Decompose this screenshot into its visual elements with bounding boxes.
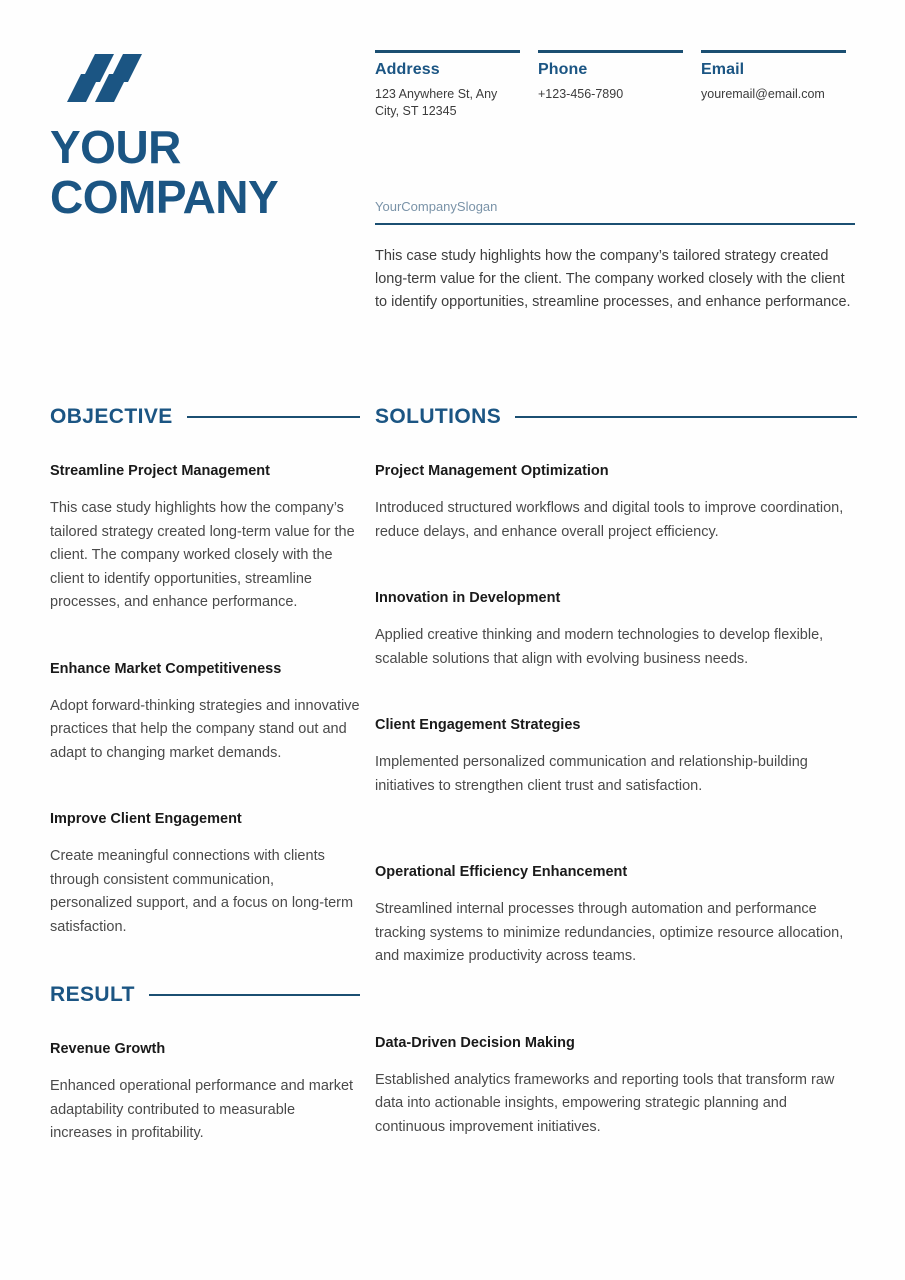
spacer <box>375 574 857 588</box>
entry-title: Operational Efficiency Enhancement <box>375 864 628 880</box>
entry-body: Adopt forward-thinking strategies and innovative practices that help the company stand out and adapt to changing market demands. <box>50 697 360 761</box>
contact-block-email <box>701 50 846 120</box>
contact-value-address: 123 Anywhere St, Any City, ST 12345 <box>375 87 498 118</box>
section-title-objective: OBJECTIVE <box>50 405 173 428</box>
contact-rule <box>701 50 846 53</box>
solution-entry <box>375 1033 857 1140</box>
entry-title: Project Management Optimization <box>375 463 609 479</box>
spacer <box>50 645 360 659</box>
section-title-result: RESULT <box>50 983 135 1006</box>
section-header-result <box>50 983 360 1007</box>
contact-label-email: Email <box>701 61 745 78</box>
entry-title: Data-Driven Decision Making <box>375 1034 575 1051</box>
parallelogram-h-logo-icon <box>50 52 162 104</box>
entry-body: Create meaningful connections with clients through consistent communication, personalized support, and a focus on long-term satisfaction. <box>50 848 354 935</box>
contact-block-phone <box>538 50 683 120</box>
brand-block <box>50 52 360 222</box>
result-entry <box>50 1039 360 1146</box>
section-rule <box>149 994 360 997</box>
spacer <box>375 999 857 1033</box>
entry-title: Streamline Project Management <box>50 463 270 479</box>
spacer <box>50 795 360 809</box>
entry-title: Client Engagement Strategies <box>375 717 581 733</box>
section-header-solutions <box>375 405 857 429</box>
slogan-rule <box>375 223 855 225</box>
left-column <box>50 405 360 1146</box>
entry-title: Innovation in Development <box>375 590 561 606</box>
contact-row <box>375 50 855 120</box>
intro-paragraph: This case study highlights how the company’s tailored strategy created long-term value for the client. The company worked closely with the client to identify opportunities, streamline processes, and enhance performance. <box>375 248 851 310</box>
entry-body: Applied creative thinking and modern technologies to develop flexible, scalable solutions that align with evolving business needs. <box>375 627 824 667</box>
company-slogan: YourCompanySlogan <box>375 199 498 214</box>
spacer <box>375 828 857 862</box>
right-column <box>375 405 857 1139</box>
entry-body: Established analytics frameworks and reporting tools that transform raw data into actionable insights, empowering strategic planning and continuous improvement initiatives. <box>375 1071 835 1135</box>
solution-entry <box>375 715 857 798</box>
objective-entry <box>50 659 360 766</box>
contact-value-email[interactable]: youremail@email.com <box>701 87 825 101</box>
entry-body: Implemented personalized communication and relationship-building initiatives to strengthen client trust and satisfaction. <box>375 754 808 794</box>
objective-entry <box>50 809 360 939</box>
entry-body: Introduced structured workflows and digital tools to improve coordination, reduce delays, and enhance overall project efficiency. <box>375 500 844 540</box>
page-header <box>0 0 905 380</box>
solution-entry <box>375 862 857 969</box>
company-name <box>50 122 360 222</box>
entry-body: Streamlined internal processes through automation and performance tracking systems to minimize redundancies, optimize resource allocation, and maximize productivity across teams. <box>375 901 844 964</box>
section-title-solutions: SOLUTIONS <box>375 405 502 428</box>
entry-title: Enhance Market Competitiveness <box>50 660 282 677</box>
solution-entry <box>375 588 857 671</box>
contact-rule <box>538 50 683 53</box>
section-rule <box>515 416 857 419</box>
company-name-line2: COMPANY <box>50 171 279 223</box>
contact-value-phone[interactable]: +123-456-7890 <box>538 87 624 101</box>
entry-body: Enhanced operational performance and market adaptability contributed to measurable increases in profitability. <box>50 1078 354 1141</box>
section-header-objective <box>50 405 360 429</box>
entry-title: Revenue Growth <box>50 1041 166 1057</box>
entry-title: Improve Client Engagement <box>50 811 242 827</box>
spacer <box>375 701 857 715</box>
slogan-block <box>375 199 855 225</box>
contact-label-address: Address <box>375 61 440 78</box>
entry-body: This case study highlights how the company’s tailored strategy created long-term value for the client. The company worked closely with the client to identify opportunities, streamline processes, and enhance performance. <box>50 500 355 610</box>
contact-block-address <box>375 50 520 120</box>
section-rule <box>187 416 360 419</box>
contact-label-phone: Phone <box>538 61 588 78</box>
contact-rule <box>375 50 520 53</box>
solution-entry <box>375 461 857 544</box>
company-name-line1: YOUR <box>50 121 181 173</box>
objective-entry <box>50 461 360 615</box>
